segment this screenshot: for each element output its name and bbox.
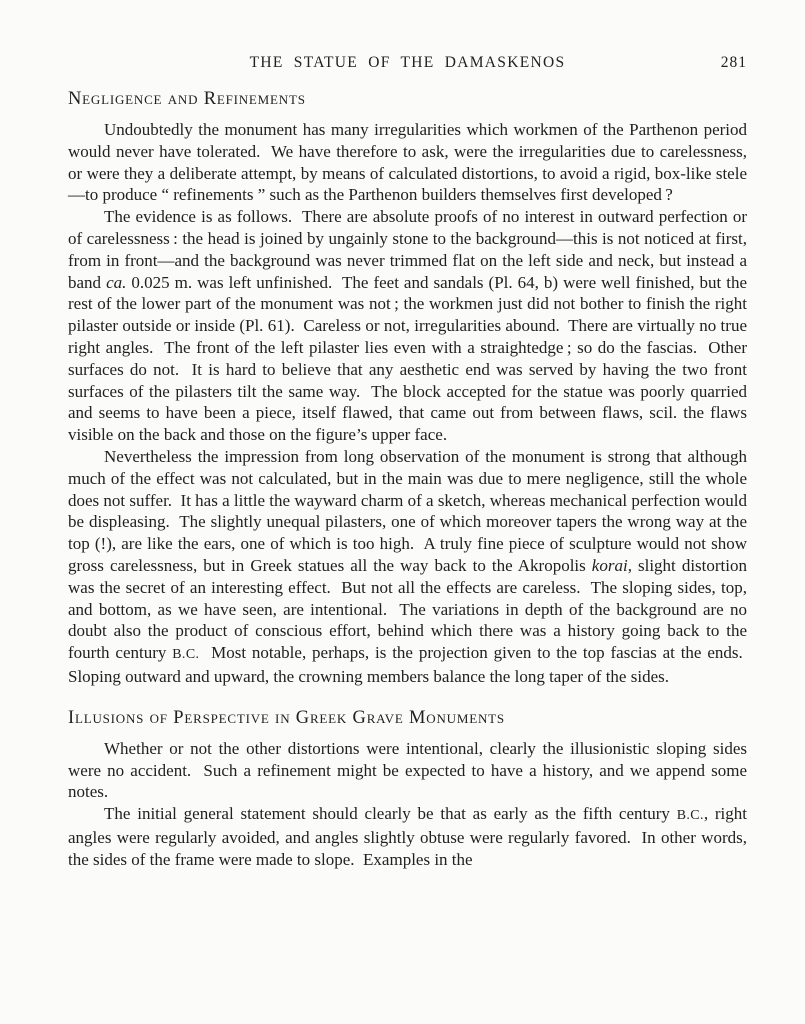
text-run: The evidence is as follows. There are absolute proofs of no interest in outward perfection or of carelessness : the head is joined by ungainly stone to the background—this is not noticed at first, from in front—and the background was never trimmed flat on the left side and neck, but instead a band (68, 207, 747, 292)
section-heading-illusions-of-perspective: Illusions of Perspective in Greek Grave Monuments (68, 707, 505, 728)
text-run: , slight distortion was the secret of an interesting effect. But not all the effects are careless. The sloping sides, top, and bottom, as we have seen, are intentional. The variations in depth of the background are no doubt also the product of conscious effort, behind which there was a history going back to the fourth century (68, 555, 747, 663)
text-run: 0.025 m. was left unfinished. The feet and sandals (Pl. 64, b) were well finished, but the rest of the lower part of the monument was not ; the workmen just did not bother to finish the right pilaster outside or inside (Pl. 61). Careless or not, irregularities abound. There are virtually no true right angles. The front of the left pilaster lies even with a straightedge ; so do the fascias. Other surfaces do not. It is hard to believe that any aesthetic end was served by having the two front surfaces of the pilasters tilt the same way. The block accepted for the statue was poorly quarried and seems to have been a piece, itself flawed, that came out from between flaws, scil. the flaws visible on the back and those on the figure’s upper face. (68, 272, 747, 445)
running-head-title: THE STATUE OF THE DAMASKENOS (249, 54, 566, 71)
text-run: Whether or not the other distortions were intentional, clearly the illusionistic sloping sides were no accident. Such a refinement might be expected to have a history, and we append some notes. (68, 738, 747, 802)
section-heading-negligence-and-refinements: Negligence and Refinements (68, 89, 306, 109)
text-run: B.C. (676, 808, 704, 824)
text-run: ca. (106, 272, 127, 292)
text-run: Nevertheless the impression from long observation of the monument is strong that although much of the effect was not calculated, but in the main was due to mere negligence, still the whole does not suffer. It has a little the wayward charm of a sketch, whereas mechanical perfection would be displeasing. The slightly unequal pilasters, one of which moreover tapers the wrong way at the top (!), are like the ears, one of which is too high. A truly fine piece of sculpture would not show gross carelessness, but in Greek statues all the way back to the Akropolis (68, 446, 747, 575)
text-column (68, 88, 747, 871)
text-run: B.C. (172, 647, 200, 663)
paragraph (68, 803, 747, 870)
running-head (68, 54, 747, 72)
paragraph (68, 738, 747, 803)
page-number: 281 (720, 54, 747, 71)
text-run: , right angles were regularly avoided, and angles slightly obtuse were regularly favored. In other words, the sides of the frame were made to slope. Examples in the (68, 804, 748, 869)
paragraph (68, 119, 747, 206)
text-run: Most notable, perhaps, is the projection given to the top fascias at the ends. Sloping outward and upward, the crowning members balance the long taper of the sides. (68, 643, 747, 686)
text-run: Undoubtedly the monument has many irregularities which workmen of the Parthenon period would never have tolerated. We have therefore to ask, were the irregularities due to carelessness, or were they a deliberate attempt, by means of calculated distortions, to avoid a rigid, box-like stele—to produce “ refinements ” such as the Parthenon builders themselves first developed ? (68, 120, 747, 205)
text-run: The initial general statement should clearly be that as early as the fifth century (104, 804, 677, 824)
paragraph (68, 446, 747, 688)
paragraph (68, 206, 747, 446)
text-run: korai (591, 555, 628, 575)
